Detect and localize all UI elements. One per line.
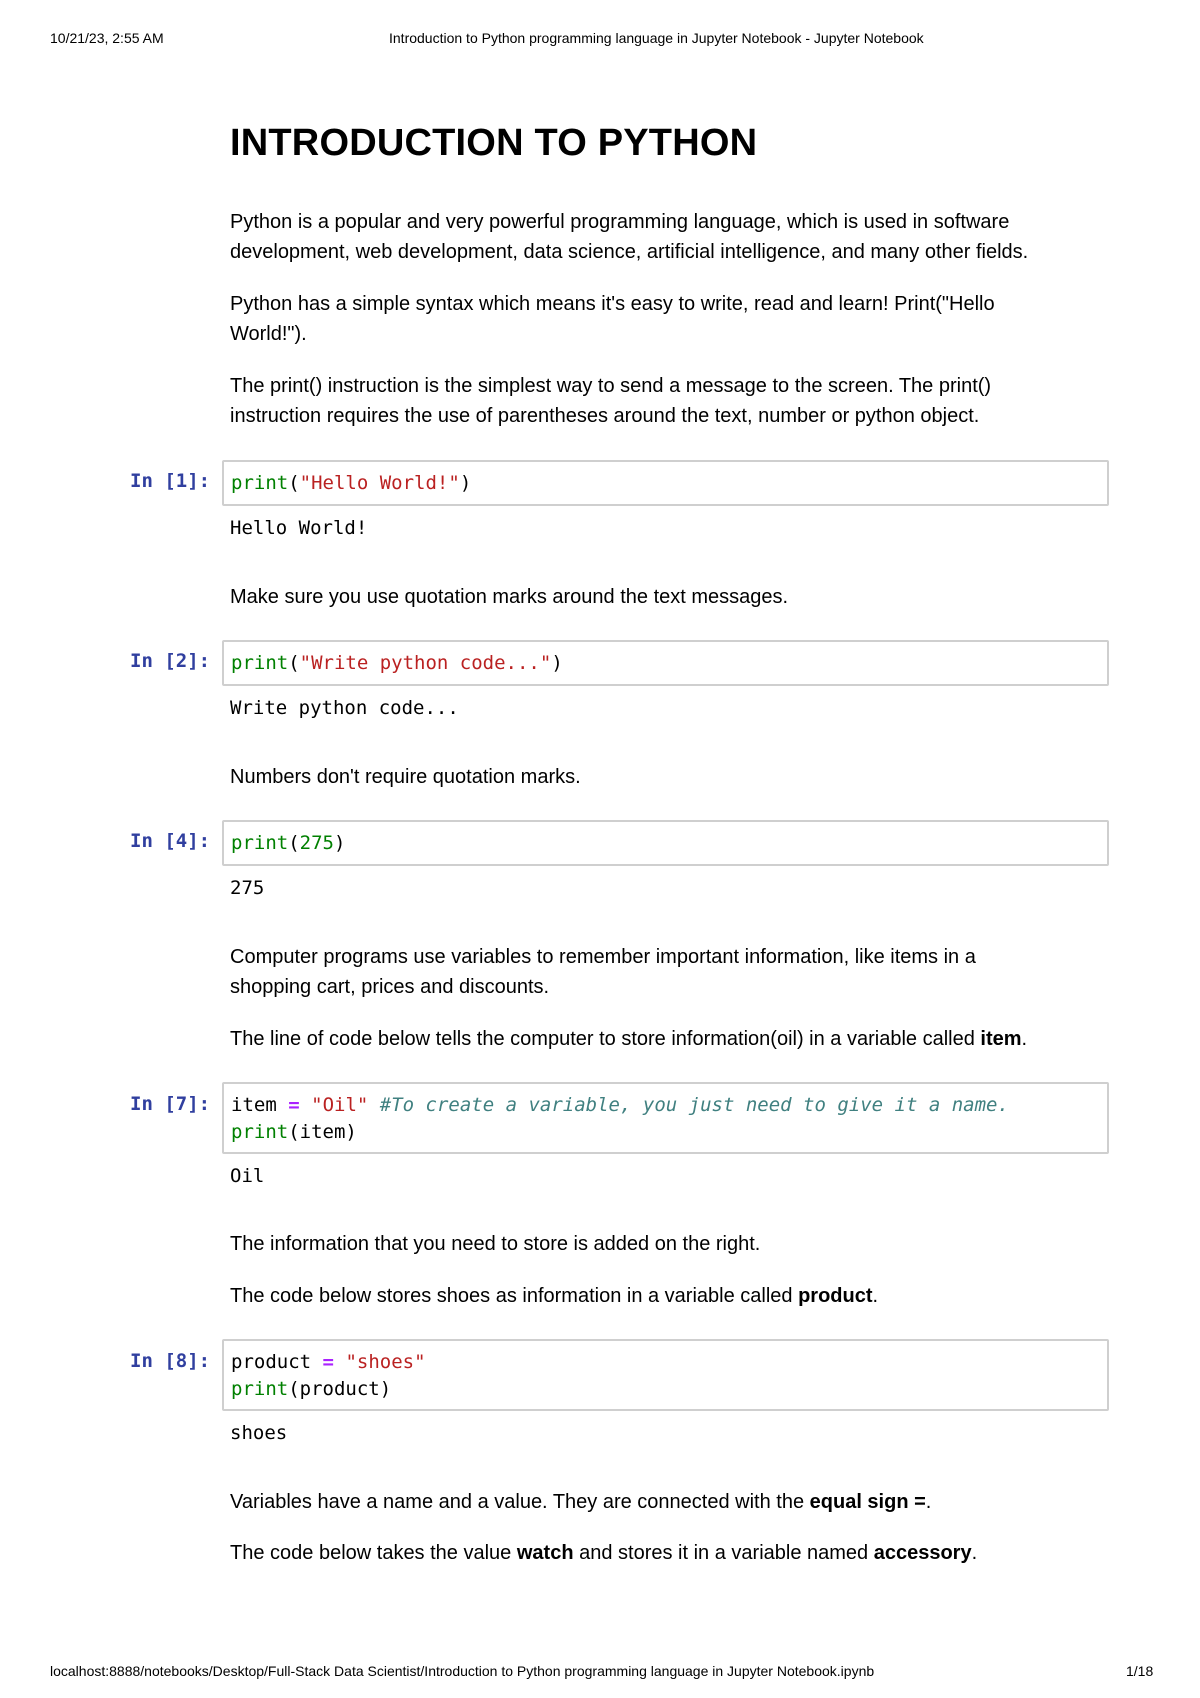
text-run: Variables have a name and a value. They are connected with the	[230, 1491, 810, 1513]
cell-prompt: In [2]:	[130, 650, 211, 672]
code-builtin: print	[231, 652, 289, 674]
code-cell-input[interactable]	[222, 1339, 1109, 1411]
print-page-number: 1/18	[1126, 1663, 1154, 1679]
code-operator: =	[322, 1351, 334, 1373]
code-args: (product)	[288, 1378, 392, 1400]
markdown-cell	[230, 1538, 1090, 1568]
text-line: development, web development, data science, artificial intelligence, and many other fields.	[230, 241, 1029, 263]
code-builtin: print	[231, 1378, 289, 1400]
code-string: "Hello World!"	[299, 472, 460, 494]
code-cell-input[interactable]	[222, 1082, 1109, 1154]
code-builtin: print	[231, 1121, 289, 1143]
cell-prompt: In [4]:	[130, 830, 211, 852]
bold-text: accessory	[873, 1542, 972, 1564]
code-paren: (	[288, 472, 300, 494]
code-string: "Write python code..."	[299, 652, 552, 674]
code-builtin: print	[231, 832, 289, 854]
text-run: The code below stores shoes as information in a variable called	[230, 1285, 799, 1307]
markdown-cell	[230, 762, 1090, 792]
cell-output: Hello World!	[230, 517, 368, 539]
bold-text: watch	[516, 1542, 574, 1564]
text-line: World!").	[230, 323, 307, 345]
code-comment: #To create a variable, you just need to give it a name.	[379, 1094, 1009, 1116]
code-cell-input[interactable]	[222, 640, 1109, 686]
code-line	[231, 652, 563, 674]
code-paren: )	[333, 832, 346, 854]
code-cell-input[interactable]	[222, 820, 1109, 866]
cell-output: shoes	[230, 1422, 288, 1444]
text-line	[230, 1281, 1090, 1311]
code-number: 275	[299, 832, 334, 854]
code-operator: =	[288, 1094, 300, 1116]
print-url: localhost:8888/notebooks/Desktop/Full-Stack Data Scientist/Introduction to Python programming language in Jupyter Notebook.ipynb	[50, 1663, 875, 1679]
text-line	[230, 1024, 1090, 1054]
code-args: (item)	[288, 1121, 357, 1143]
text-run: The code below takes the value	[230, 1542, 517, 1564]
print-header	[0, 27, 1200, 49]
markdown-cell-print	[230, 371, 1090, 431]
notebook-heading: INTRODUCTION TO PYTHON	[230, 122, 758, 164]
text-line: Numbers don't require quotation marks.	[230, 766, 581, 788]
markdown-cell	[230, 582, 1090, 612]
code-line	[231, 1094, 1009, 1116]
text-run: .	[925, 1491, 932, 1513]
markdown-cell	[230, 1024, 1090, 1054]
text-line: Computer programs use variables to remember important information, like items in a	[230, 946, 976, 968]
code-line	[231, 1351, 426, 1373]
code-cell-input[interactable]	[222, 460, 1109, 506]
cell-output: 275	[230, 877, 265, 899]
code-line	[231, 1121, 357, 1143]
code-line	[231, 472, 471, 494]
text-run: The line of code below tells the computer to store information(oil) in a variable called	[230, 1028, 981, 1050]
markdown-cell	[230, 1281, 1090, 1311]
markdown-cell-intro	[230, 207, 1090, 267]
text-line: The information that you need to store is added on the right.	[230, 1233, 761, 1255]
code-paren: (	[288, 832, 300, 854]
code-variable: item	[231, 1094, 277, 1116]
cell-output: Oil	[230, 1165, 265, 1187]
code-paren: (	[288, 652, 300, 674]
text-line: Make sure you use quotation marks around the text messages.	[230, 586, 789, 608]
code-paren: )	[459, 472, 472, 494]
cell-prompt: In [8]:	[130, 1350, 211, 1372]
code-line	[231, 1378, 391, 1400]
text-run: .	[872, 1285, 879, 1307]
text-run: and stores it in a variable named	[573, 1542, 874, 1564]
bold-text: item	[980, 1028, 1022, 1050]
text-run: .	[971, 1542, 978, 1564]
cell-prompt: In [7]:	[130, 1093, 211, 1115]
code-paren: )	[551, 652, 563, 674]
code-line	[231, 832, 345, 854]
bold-text: equal sign =	[809, 1491, 926, 1513]
text-line: The print() instruction is the simplest way to send a message to the screen. The print()	[230, 375, 992, 397]
text-line	[230, 1538, 1090, 1568]
code-variable: product	[231, 1351, 312, 1373]
text-run: .	[1021, 1028, 1028, 1050]
print-date: 10/21/23, 2:55 AM	[50, 30, 164, 46]
cell-prompt: In [1]:	[130, 470, 211, 492]
markdown-cell-variables	[230, 942, 1090, 1002]
text-line	[230, 1487, 1090, 1517]
cell-output: Write python code...	[230, 697, 459, 719]
markdown-cell-syntax	[230, 289, 1090, 349]
code-string: "shoes"	[345, 1351, 426, 1373]
text-line: shopping cart, prices and discounts.	[230, 976, 550, 998]
markdown-cell	[230, 1487, 1090, 1517]
code-string: "Oil"	[311, 1094, 369, 1116]
text-line: Python is a popular and very powerful programming language, which is used in software	[230, 211, 1010, 233]
print-page-title: Introduction to Python programming language in Jupyter Notebook - Jupyter Notebook	[389, 30, 924, 46]
text-line: Python has a simple syntax which means it's easy to write, read and learn! Print("Hello	[230, 293, 995, 315]
markdown-cell	[230, 1229, 1090, 1259]
code-builtin: print	[231, 472, 289, 494]
bold-text: product	[798, 1285, 873, 1307]
text-line: instruction requires the use of parentheses around the text, number or python object.	[230, 405, 980, 427]
